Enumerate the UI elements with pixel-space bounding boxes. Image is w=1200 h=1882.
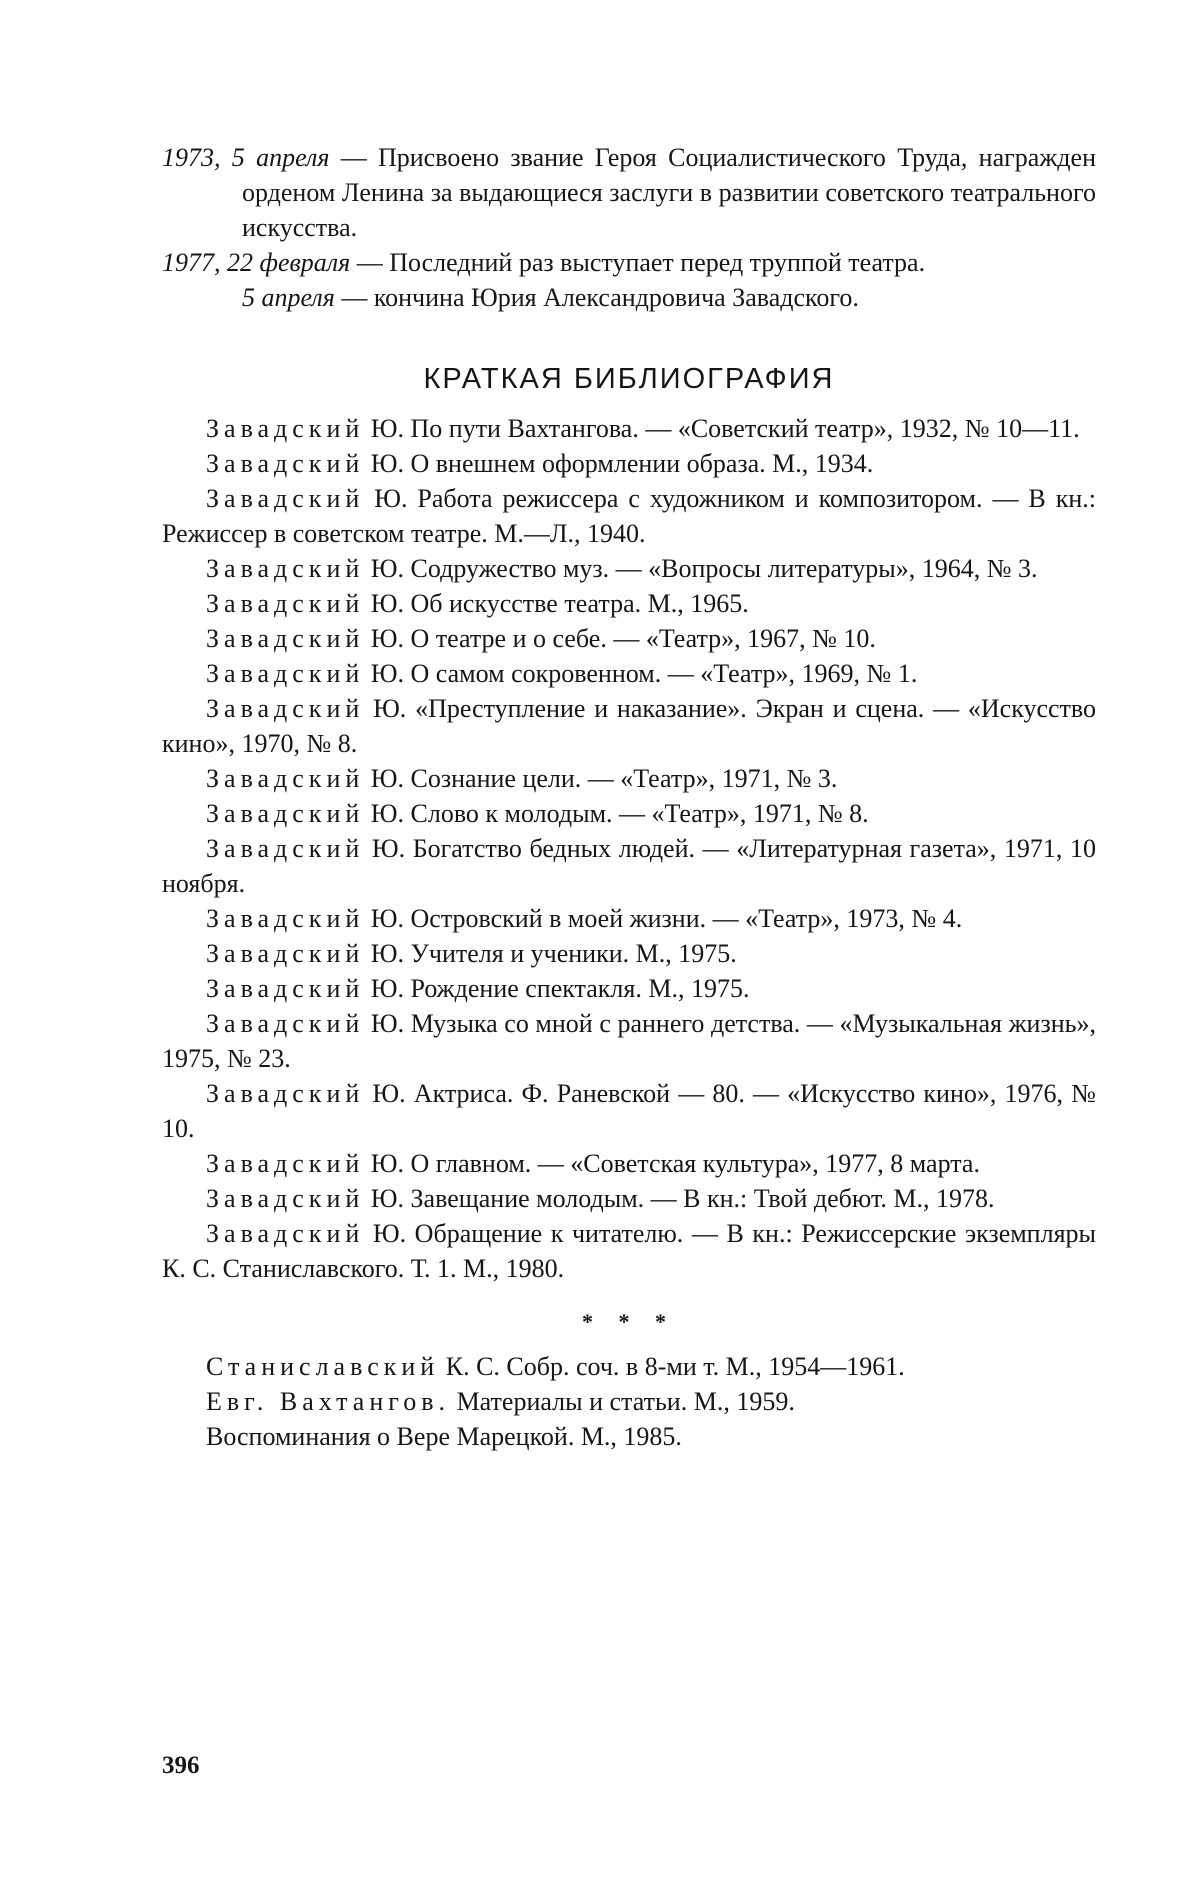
page-number: 396 bbox=[162, 1748, 200, 1783]
entry-text: Ю. Об искусстве театра. М., 1965. bbox=[364, 589, 748, 618]
chronology-entry bbox=[162, 140, 1096, 245]
bibliography-entry bbox=[162, 761, 1096, 796]
entry-author: Завадский bbox=[206, 939, 364, 968]
bibliography-entry bbox=[162, 481, 1096, 551]
entry-text: Ю. Содружество муз. — «Вопросы литературы», 1964, № 3. bbox=[364, 554, 1037, 583]
entry-text: Ю. Завещание молодым. — В кн.: Твой дебют. М., 1978. bbox=[364, 1184, 994, 1213]
entry-author: Завадский bbox=[206, 764, 364, 793]
chronology-date: 1977, 22 февраля bbox=[162, 248, 350, 277]
entry-author: Евг. Вахтангов. bbox=[206, 1387, 450, 1416]
entry-author: Завадский bbox=[206, 624, 364, 653]
entry-author: Завадский bbox=[206, 484, 364, 513]
entry-author: Станиславский bbox=[206, 1352, 439, 1381]
book-page bbox=[0, 0, 1200, 1882]
chronology-text: — Присвоено звание Героя Социалистического Труда, награжден орденом Ленина за выдающиеся заслуги в развитии советского театрального искусства. bbox=[242, 143, 1096, 242]
bibliography-entry bbox=[162, 446, 1096, 481]
entry-text: Ю. О главном. — «Советская культура», 1977, 8 марта. bbox=[364, 1149, 980, 1178]
bibliography-entry bbox=[162, 831, 1096, 901]
entry-author: Завадский bbox=[206, 904, 364, 933]
entry-text: К. С. Собр. соч. в 8-ми т. М., 1954—1961. bbox=[439, 1352, 905, 1381]
chronology-text: — Последний раз выступает перед труппой театра. bbox=[350, 248, 925, 277]
bibliography-entry bbox=[162, 971, 1096, 1006]
entry-author: Завадский bbox=[206, 834, 364, 863]
entry-author: Завадский bbox=[206, 554, 364, 583]
other-sources-list bbox=[162, 1349, 1096, 1454]
entry-text: Ю. Актриса. Ф. Раневской — 80. — «Искусство кино», 1976, № 10. bbox=[162, 1079, 1096, 1143]
entry-author: Завадский bbox=[206, 449, 364, 478]
bibliography-entry bbox=[162, 1349, 1096, 1384]
chronology-text: — кончина Юрия Александровича Завадского. bbox=[335, 283, 859, 312]
bibliography-entry bbox=[162, 796, 1096, 831]
chronology-date: 1973, 5 апреля bbox=[162, 143, 329, 172]
bibliography-entry bbox=[162, 1146, 1096, 1181]
entry-author: Завадский bbox=[206, 974, 364, 1003]
entry-text: Ю. Слово к молодым. — «Театр», 1971, № 8. bbox=[364, 799, 868, 828]
bibliography-entry bbox=[162, 901, 1096, 936]
entry-text: Ю. Рождение спектакля. М., 1975. bbox=[364, 974, 749, 1003]
bibliography-entry bbox=[162, 411, 1096, 446]
bibliography-entry bbox=[162, 1076, 1096, 1146]
bibliography-entry bbox=[162, 691, 1096, 761]
entry-author: Завадский bbox=[206, 1219, 364, 1248]
bibliography-list bbox=[162, 411, 1096, 1286]
bibliography-entry bbox=[162, 551, 1096, 586]
section-separator: * * * bbox=[162, 1304, 1096, 1339]
entry-text: Ю. Музыка со мной с раннего детства. — «Музыкальная жизнь», 1975, № 23. bbox=[162, 1009, 1096, 1073]
bibliography-title: КРАТКАЯ БИБЛИОГРАФИЯ bbox=[162, 359, 1096, 399]
bibliography-entry bbox=[162, 936, 1096, 971]
bibliography-entry bbox=[162, 1181, 1096, 1216]
entry-text: Воспоминания о Вере Марецкой. М., 1985. bbox=[206, 1422, 682, 1451]
entry-text: Ю. Работа режиссера с художником и композитором. — В кн.: Режиссер в советском театре. М.—Л., 1940. bbox=[162, 484, 1096, 548]
chronology-entry bbox=[162, 245, 1096, 280]
bibliography-entry bbox=[162, 1384, 1096, 1419]
entry-text: Ю. Сознание цели. — «Театр», 1971, № 3. bbox=[364, 764, 837, 793]
page-content bbox=[162, 140, 1096, 1454]
entry-author: Завадский bbox=[206, 589, 364, 618]
entry-author: Завадский bbox=[206, 694, 364, 723]
entry-text: Ю. По пути Вахтангова. — «Советский театр», 1932, № 10—11. bbox=[364, 414, 1079, 443]
entry-author: Завадский bbox=[206, 1184, 364, 1213]
bibliography-entry bbox=[162, 1419, 1096, 1454]
chronology-date: 5 апреля bbox=[242, 283, 335, 312]
entry-author: Завадский bbox=[206, 1079, 364, 1108]
entry-text: Ю. Обращение к читателю. — В кн.: Режиссерские экземпляры К. С. Станиславского. Т. 1. М., 1980. bbox=[162, 1219, 1096, 1283]
bibliography-entry bbox=[162, 586, 1096, 621]
entry-text: Ю. О театре и о себе. — «Театр», 1967, № 10. bbox=[364, 624, 876, 653]
entry-text: Ю. Островский в моей жизни. — «Театр», 1973, № 4. bbox=[364, 904, 962, 933]
bibliography-entry bbox=[162, 1216, 1096, 1286]
entry-text: Материалы и статьи. М., 1959. bbox=[450, 1387, 795, 1416]
entry-text: Ю. Учителя и ученики. М., 1975. bbox=[364, 939, 736, 968]
entry-text: Ю. Богатство бедных людей. — «Литературная газета», 1971, 10 ноября. bbox=[162, 834, 1096, 898]
entry-author: Завадский bbox=[206, 1009, 364, 1038]
entry-author: Завадский bbox=[206, 1149, 364, 1178]
bibliography-entry bbox=[162, 621, 1096, 656]
entry-author: Завадский bbox=[206, 414, 364, 443]
entry-author: Завадский bbox=[206, 659, 364, 688]
entry-text: Ю. О внешнем оформлении образа. М., 1934. bbox=[364, 449, 873, 478]
chronology-entry bbox=[162, 280, 1096, 315]
entry-author: Завадский bbox=[206, 799, 364, 828]
entry-text: Ю. «Преступление и наказание». Экран и сцена. — «Искусство кино», 1970, № 8. bbox=[162, 694, 1096, 758]
bibliography-entry bbox=[162, 1006, 1096, 1076]
chronology bbox=[162, 140, 1096, 315]
bibliography-entry bbox=[162, 656, 1096, 691]
entry-text: Ю. О самом сокровенном. — «Театр», 1969, № 1. bbox=[364, 659, 917, 688]
